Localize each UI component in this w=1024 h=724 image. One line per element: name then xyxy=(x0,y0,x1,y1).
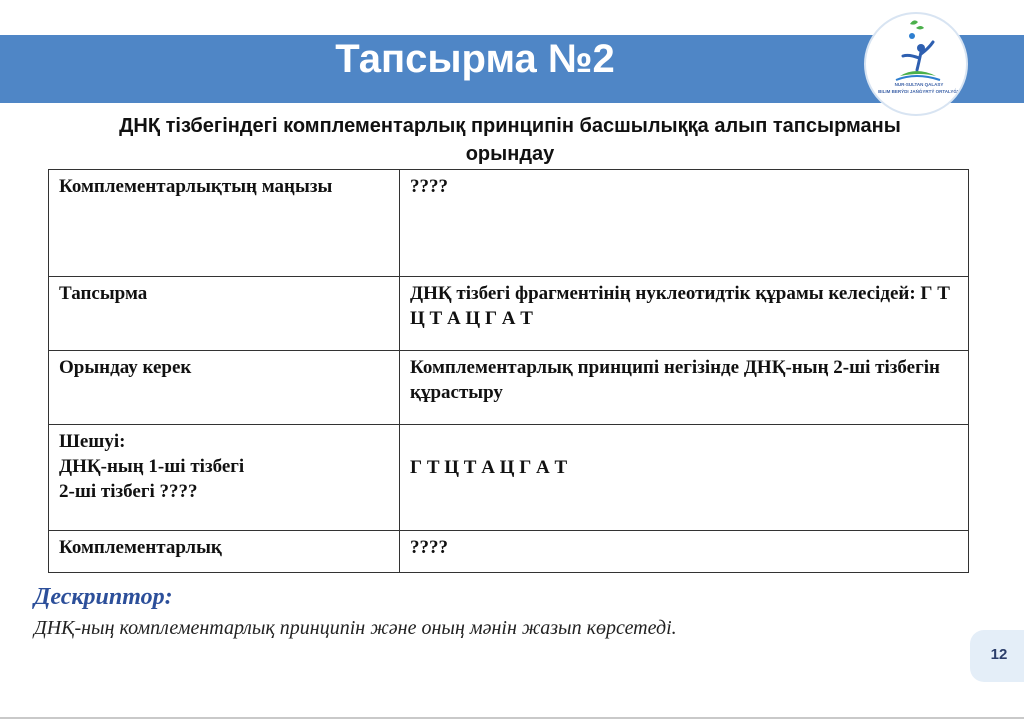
row-value: Комплементарлық принципі негізінде ДНҚ-ның 2-ші тізбегін құрастыру xyxy=(400,351,969,425)
row-label: Комплементарлық xyxy=(49,531,400,573)
table-row xyxy=(49,170,969,277)
row-label: Комплементарлықтың маңызы xyxy=(49,170,400,277)
row-label: Орындау керек xyxy=(49,351,400,425)
solution-label-line: ДНҚ-ның 1-ші тізбегі xyxy=(59,456,245,477)
table-row xyxy=(49,351,969,425)
descriptor-title: Дескриптор: xyxy=(34,584,173,610)
row-value: ???? xyxy=(400,170,969,277)
organization-logo xyxy=(864,12,968,116)
table-row xyxy=(49,277,969,351)
slide-title: Тапсырма №2 xyxy=(335,37,615,81)
table-row xyxy=(49,425,969,531)
table-row xyxy=(49,531,969,573)
row-label xyxy=(49,425,400,531)
solution-label-line: 2-ші тізбегі ???? xyxy=(59,481,198,502)
row-value: Г Т Ц Т А Ц Г А Т xyxy=(400,425,969,531)
solution-label-line: Шешуі: xyxy=(59,431,126,452)
descriptor-text: ДНҚ-ның комплементарлық принципін және оның мәнін жазып көрсетеді. xyxy=(34,617,677,639)
row-label: Тапсырма xyxy=(49,277,400,351)
task-table xyxy=(48,169,969,573)
row-value: ???? xyxy=(400,531,969,573)
page-number: 12 xyxy=(990,646,1008,663)
logo-text-line1: NUR-SULTAN QALASY xyxy=(894,82,944,87)
logo-emblem-icon xyxy=(866,14,968,116)
task-subtitle: ДНҚ тізбегіндегі комплементарлық принципін басшылыққа алып тапсырманы орындау xyxy=(119,115,901,165)
logo-text-line2: BILIM BERÝDI JAŃǴYRTÝ ORTALYǴY xyxy=(878,89,960,94)
row-value: ДНҚ тізбегі фрагментінің нуклеотидтік құрамы келесідей: Г Т Ц Т А Ц Г А Т xyxy=(400,277,969,351)
bottom-divider xyxy=(0,717,1024,719)
